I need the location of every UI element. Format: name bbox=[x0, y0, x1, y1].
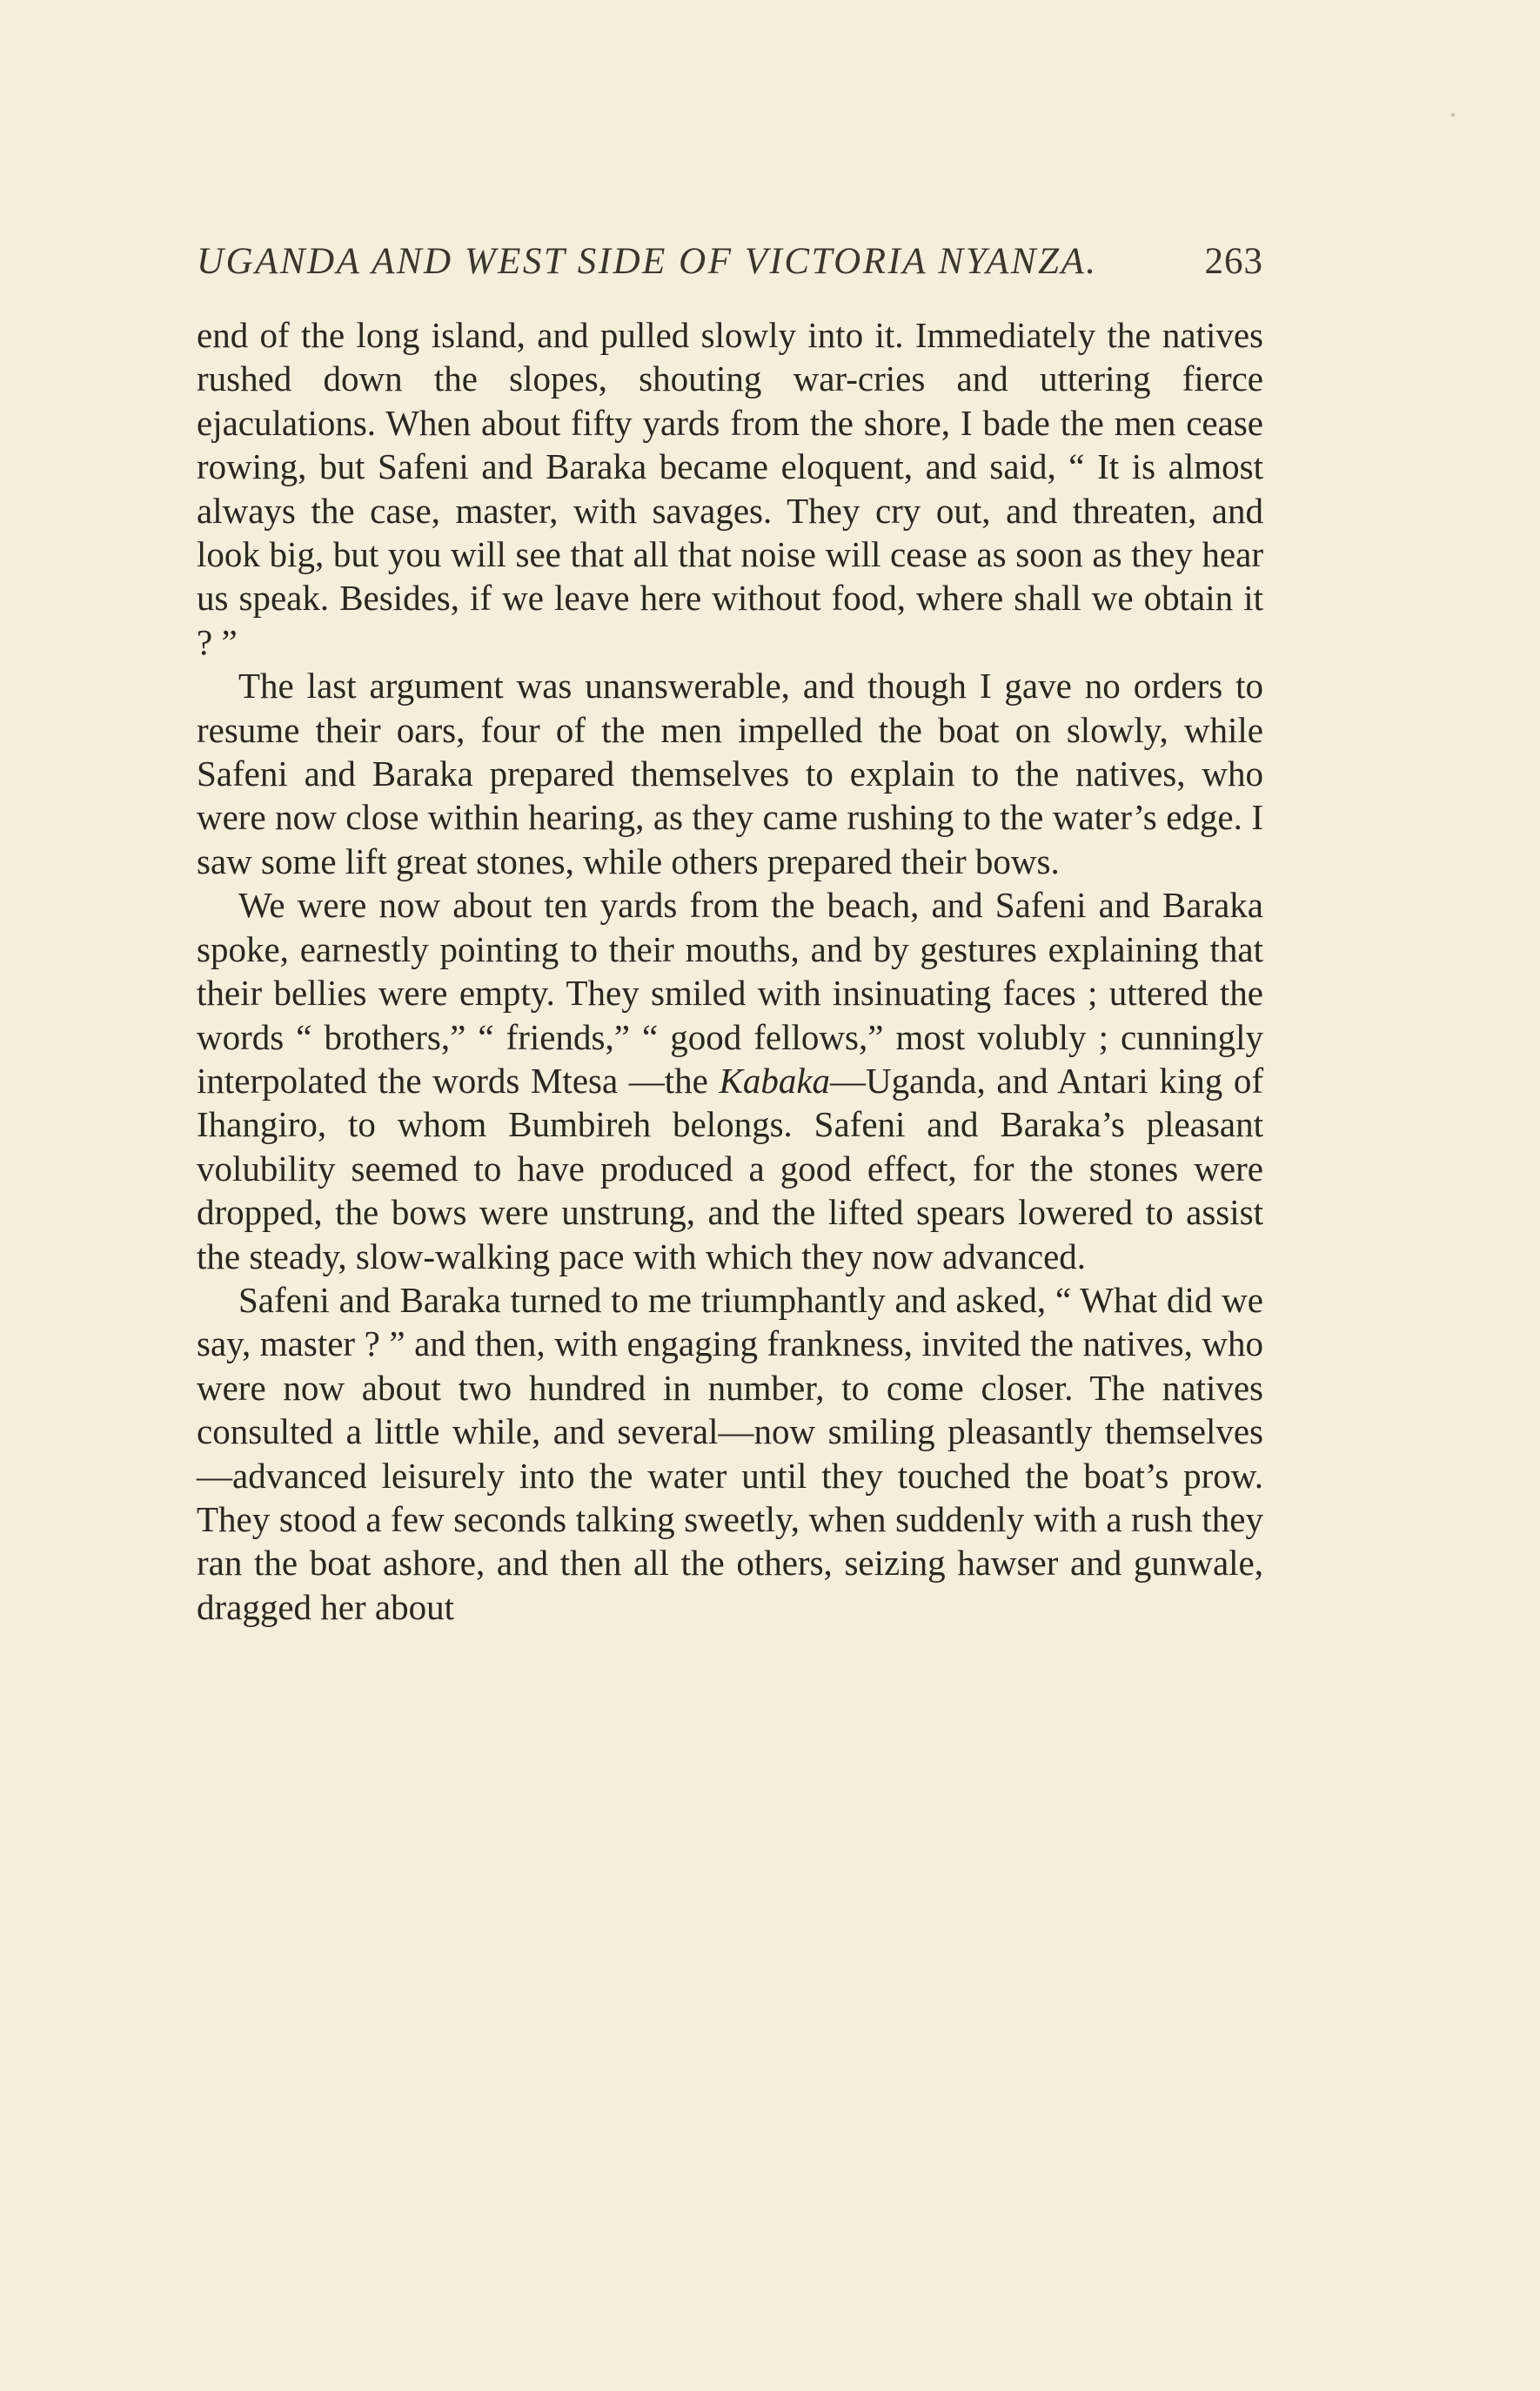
paragraph-3-text-before: We were now about ten yards from the beach, and Safeni and Baraka spoke, earnestly pointing to their mouths, and by gestures explaining that their bellies were empty. They smiled with insinuating faces ; uttered the words “ brothers,” “ friends,” “ good fellows,” most volubly ; cunningly interpolated the words Mtesa —the bbox=[197, 885, 1263, 1101]
page-number: 263 bbox=[1204, 241, 1263, 282]
paragraph-4: Safeni and Baraka turned to me triumphantly and asked, “ What did we say, master ? ” and then, with engaging frankness, invited the natives, who were now about two hundred in number, to come closer. The natives consulted a little while, and several—now smiling pleasantly themselves—advanced leisurely into the water until they touched the boat’s prow. They stood a few seconds talking sweetly, when suddenly with a rush they ran the boat ashore, and then all the others, seizing hawser and gunwale, dragged her about bbox=[197, 1279, 1263, 1627]
page-header bbox=[197, 239, 1263, 285]
paragraph-3 bbox=[197, 883, 1263, 1278]
running-title: UGANDA AND WEST SIDE OF VICTORIA NYANZA. bbox=[197, 241, 1098, 282]
paragraph-1: end of the long island, and pulled slowly into it. Immediately the natives rushed down the slopes, shouting war-cries and uttering fierce ejaculations. When about fifty yards from the shore, I bade the men cease rowing, but Safeni and Baraka became eloquent, and said, “ It is almost always the case, master, with savages. They cry out, and threaten, and look big, but you will see that all that noise will cease as soon as they hear us speak. Besides, if we leave here without food, where shall we obtain it ? ” bbox=[197, 315, 1263, 662]
paper-speck bbox=[1451, 113, 1455, 117]
paragraph-3-text-after: —Uganda, and Antari king of Ihangiro, to whom Bumbireh belongs. Safeni and Baraka’s pleasant volubility seemed to have produced a good effect, for the stones were dropped, the bows were unstrung, and the lifted spears lowered to assist the steady, slow-walking pace with which they now advanced. bbox=[197, 1060, 1263, 1276]
page-body bbox=[197, 313, 1263, 1629]
paragraph-3-italic-term: Kabaka bbox=[719, 1060, 831, 1101]
paragraph-2: The last argument was unanswerable, and though I gave no orders to resume their oars, four of the men impelled the boat on slowly, while Safeni and Baraka prepared themselves to explain to the natives, who were now close within hearing, as they came rushing to the water’s edge. I saw some lift great stones, while others prepared their bows. bbox=[197, 666, 1263, 881]
